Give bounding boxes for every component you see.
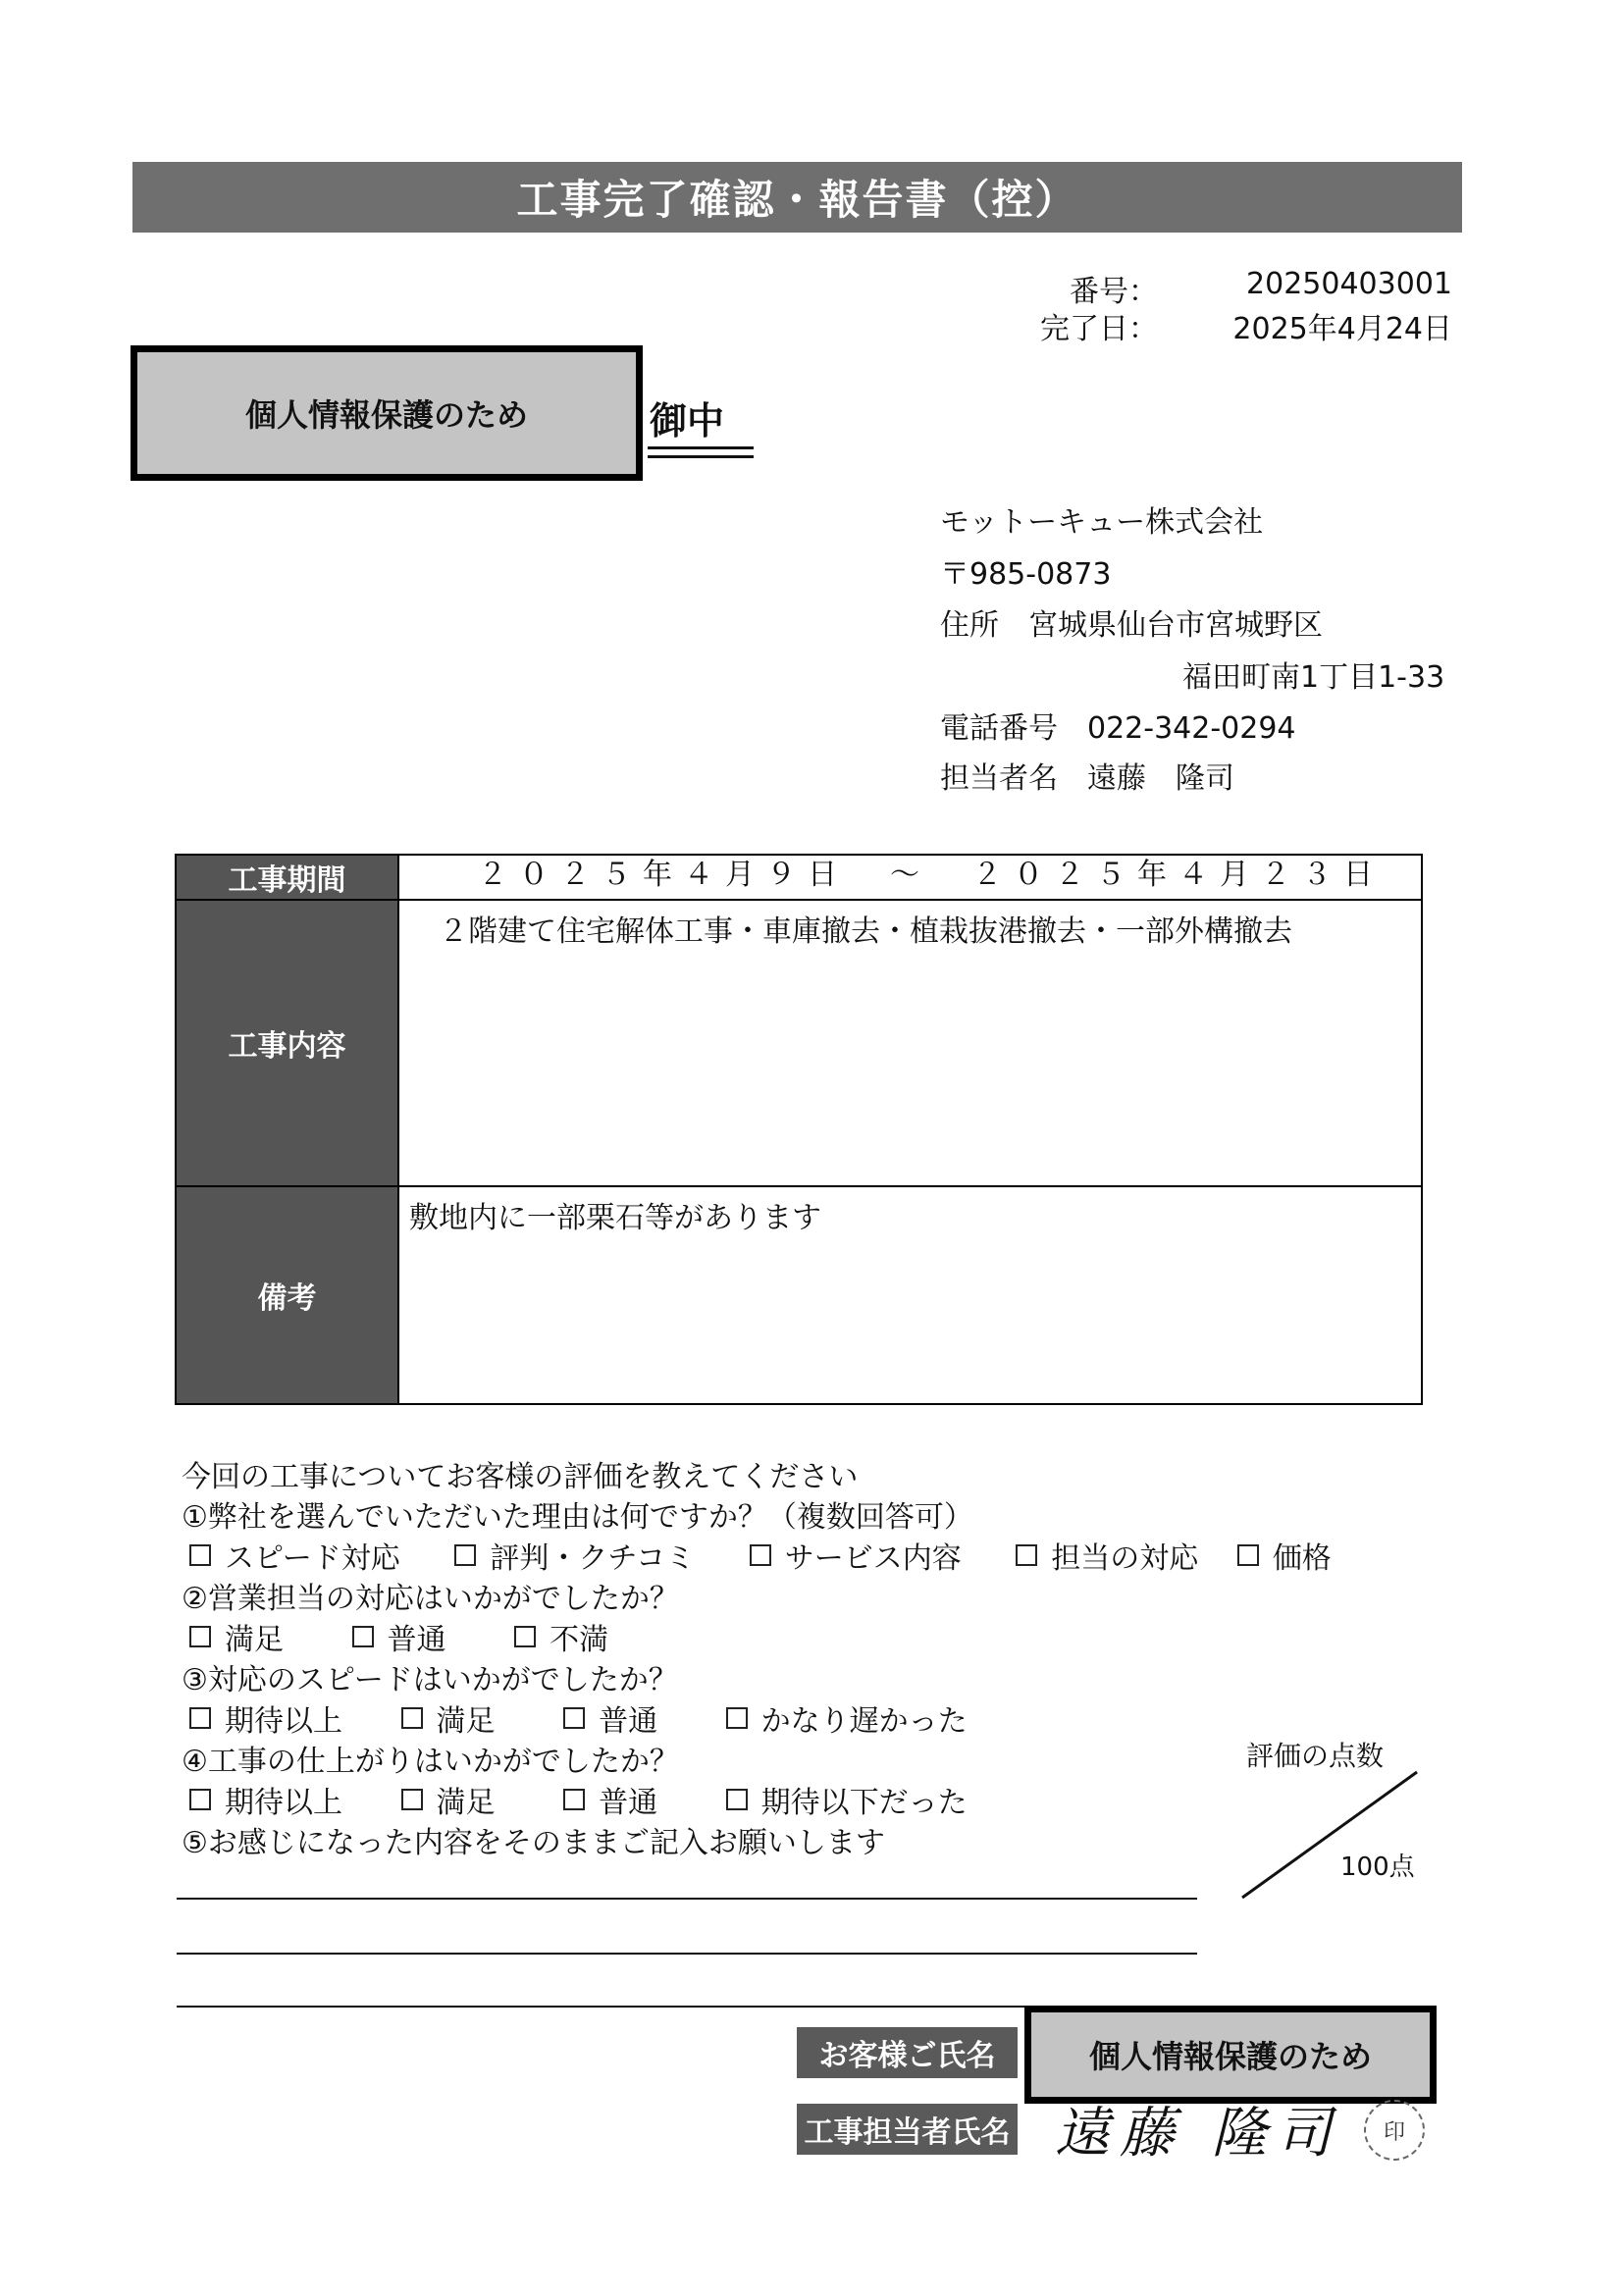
comment-line[interactable] xyxy=(177,1953,1197,1955)
company-address-line1: 住所 宮城県仙台市宮城野区 xyxy=(940,608,1323,643)
q3-question: ③対応のスピードはいかがでしたか？ xyxy=(182,1663,678,1697)
q3-options xyxy=(189,1696,968,1740)
score-max: 100点 xyxy=(1340,1852,1415,1882)
q2-options xyxy=(189,1615,608,1658)
q3-option-above[interactable]: 期待以上 xyxy=(189,1696,342,1740)
checkbox-icon[interactable] xyxy=(189,1789,211,1810)
company-address-line2: 福田町南1丁目1-33 xyxy=(1182,660,1445,695)
company-postal: 〒985-0873 xyxy=(940,557,1112,592)
recipient-name-redacted: 個人情報保護のため xyxy=(131,345,643,481)
document-title: 工事完了確認・報告書（控） xyxy=(132,162,1462,233)
checkbox-icon[interactable] xyxy=(514,1626,536,1647)
checkbox-icon[interactable] xyxy=(454,1544,476,1566)
q4-option-satisfied[interactable]: 満足 xyxy=(401,1778,496,1821)
checkbox-icon[interactable] xyxy=(1016,1544,1037,1566)
table-row xyxy=(176,855,1422,900)
checkbox-icon[interactable] xyxy=(563,1707,585,1729)
q4-options xyxy=(189,1778,968,1821)
customer-name-label: お客様ご氏名 xyxy=(797,2027,1018,2078)
q1-options xyxy=(189,1534,1332,1577)
honorific-underline xyxy=(648,446,754,449)
customer-name-redacted: 個人情報保護のため xyxy=(1024,2006,1437,2104)
completion-date-label: 完了日： xyxy=(1040,312,1158,346)
checkbox-icon[interactable] xyxy=(1237,1544,1259,1566)
q3-option-normal[interactable]: 普通 xyxy=(563,1696,657,1740)
work-details-table xyxy=(175,854,1423,1405)
recipient-honorific: 御中 xyxy=(650,399,725,443)
table-row xyxy=(176,1186,1422,1404)
table-row xyxy=(176,900,1422,1186)
notes-label: 備考 xyxy=(176,1186,398,1404)
score-label: 評価の点数 xyxy=(1246,1740,1385,1772)
company-contact: 担当者名 遠藤 隆司 xyxy=(940,761,1234,796)
q1-option-staff[interactable]: 担当の対応 xyxy=(1016,1534,1198,1577)
q4-option-normal[interactable]: 普通 xyxy=(563,1778,657,1821)
seal-stamp: 印 xyxy=(1364,2100,1425,2161)
checkbox-icon[interactable] xyxy=(189,1626,211,1647)
number-value: 20250403001 xyxy=(1246,267,1452,301)
content-cell xyxy=(398,900,1422,1186)
checkbox-icon[interactable] xyxy=(189,1544,211,1566)
company-name: モットーキュー株式会社 xyxy=(940,505,1264,540)
q5-question: ⑤お感じになった内容をそのままご記入お願いします xyxy=(182,1826,885,1860)
honorific-underline-2 xyxy=(648,455,754,458)
checkbox-icon[interactable] xyxy=(563,1789,585,1810)
period-value: ２０２５年４月９日 ～ ２０２５年４月２３日 xyxy=(478,858,1385,892)
content-label: 工事内容 xyxy=(176,900,398,1186)
q1-option-price[interactable]: 価格 xyxy=(1237,1534,1332,1577)
q2-option-normal[interactable]: 普通 xyxy=(352,1615,446,1658)
q4-option-below[interactable]: 期待以下だった xyxy=(726,1778,968,1821)
q1-question: ①弊社を選んでいただいた理由は何ですか？（複数回答可） xyxy=(182,1500,973,1535)
q1-option-service[interactable]: サービス内容 xyxy=(750,1534,962,1577)
checkbox-icon[interactable] xyxy=(401,1707,423,1729)
period-label: 工事期間 xyxy=(176,855,398,900)
q1-option-reputation[interactable]: 評判・クチコミ xyxy=(454,1534,695,1577)
q4-option-above[interactable]: 期待以上 xyxy=(189,1778,342,1821)
staff-name-label: 工事担当者氏名 xyxy=(797,2104,1018,2155)
checkbox-icon[interactable] xyxy=(352,1626,374,1647)
checkbox-icon[interactable] xyxy=(726,1789,748,1810)
comment-line[interactable] xyxy=(177,1898,1197,1900)
q3-option-slow[interactable]: かなり遅かった xyxy=(726,1696,968,1740)
q3-option-satisfied[interactable]: 満足 xyxy=(401,1696,496,1740)
period-cell xyxy=(398,855,1422,900)
q2-option-satisfied[interactable]: 満足 xyxy=(189,1615,284,1658)
notes-value: 敷地内に一部栗石等があります xyxy=(409,1201,821,1235)
notes-cell xyxy=(398,1186,1422,1404)
completion-date-value: 2025年4月24日 xyxy=(1232,312,1452,346)
company-phone: 電話番号 022-342-0294 xyxy=(940,711,1296,746)
score-slash xyxy=(1236,1766,1423,1904)
staff-handwritten-signature: 遠藤 隆司 xyxy=(1055,2102,1341,2166)
number-label: 番号： xyxy=(1070,275,1158,309)
checkbox-icon[interactable] xyxy=(401,1789,423,1810)
checkbox-icon[interactable] xyxy=(750,1544,771,1566)
q2-option-dissatisfied[interactable]: 不満 xyxy=(514,1615,608,1658)
q2-question: ②営業担当の対応はいかがでしたか？ xyxy=(182,1582,679,1616)
q1-option-speed[interactable]: スピード対応 xyxy=(189,1534,400,1577)
survey-intro: 今回の工事についてお客様の評価を教えてください xyxy=(182,1460,859,1494)
q4-question: ④工事の仕上がりはいかがでしたか？ xyxy=(182,1745,679,1779)
checkbox-icon[interactable] xyxy=(726,1707,748,1729)
checkbox-icon[interactable] xyxy=(189,1707,211,1729)
content-value: ２階建て住宅解体工事・車庫撤去・植栽抜港撤去・一部外構撤去 xyxy=(439,914,1292,949)
